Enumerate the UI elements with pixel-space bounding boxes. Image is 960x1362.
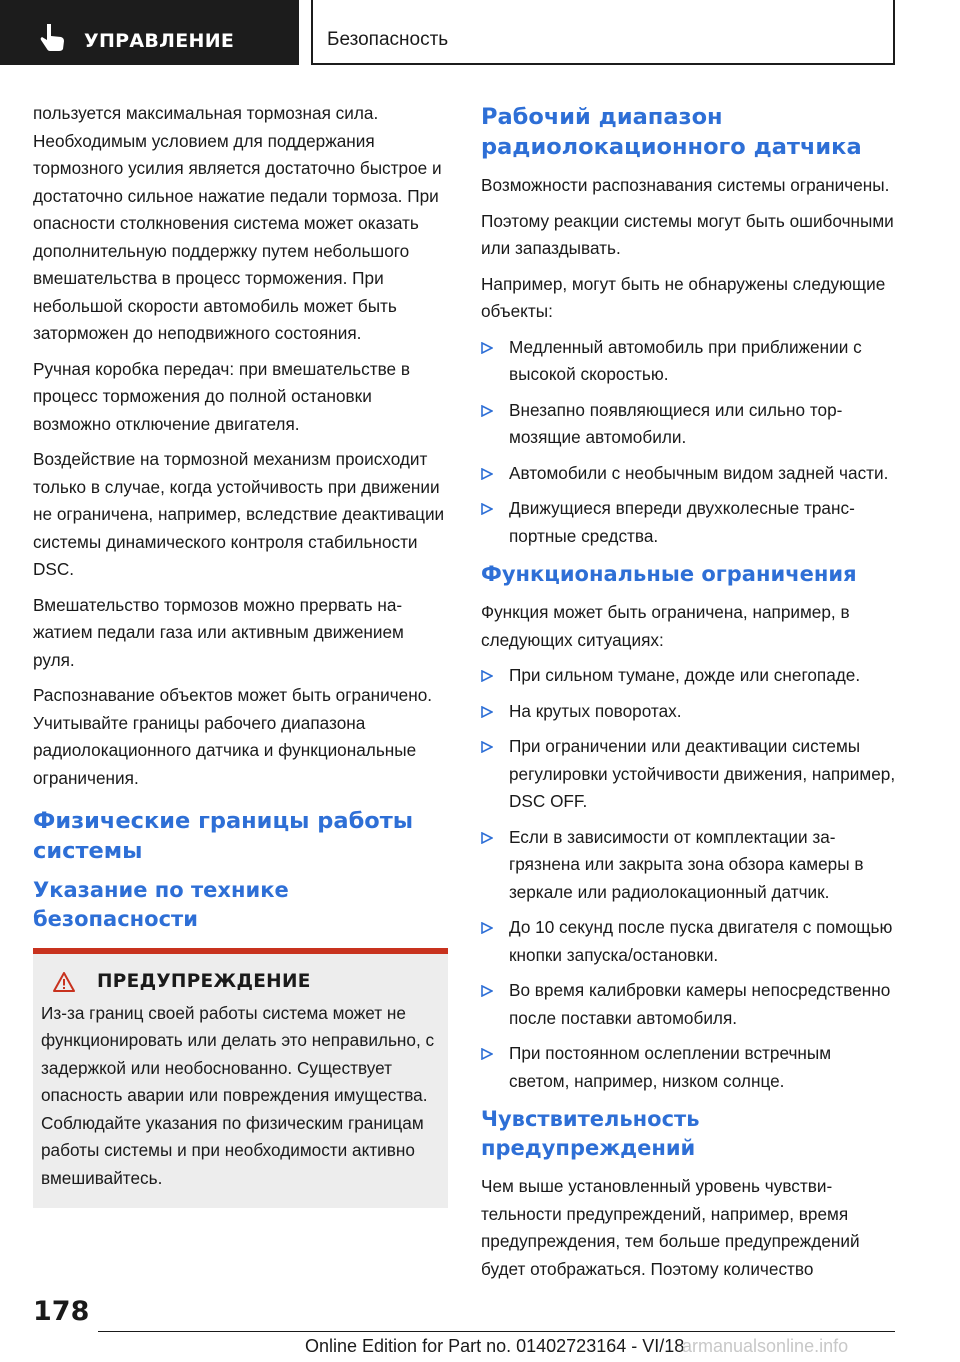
bullet-triangle-icon [481, 1048, 493, 1060]
heading-radar-range: Рабочий диапазон радиолокационного датчика [481, 104, 862, 160]
list-item: Движущиеся впереди двухколесные транспортные средства. [481, 495, 896, 550]
list-item: При постоянном ослеплении встречным светом, например, низком солнце. [481, 1040, 896, 1095]
list-item: Во время калибровки камеры непосредственно после поставки автомобиля. [481, 977, 896, 1032]
undetected-objects-list [481, 334, 896, 551]
paragraph: Например, могут быть не обнаружены следующие объекты: [481, 273, 886, 321]
limitations-list [481, 662, 896, 1095]
list-item: Автомобили с необычным видом задней части. [481, 460, 896, 488]
list-item: Внезапно появляющиеся или сильно тормозящие автомобили. [481, 397, 896, 452]
bullet-triangle-icon [481, 832, 493, 844]
footer-edition: Online Edition for Part no. 01402723164 - VI/18 [305, 1336, 685, 1356]
list-item: При сильном тумане, дожде или снегопаде. [481, 662, 896, 690]
bullet-triangle-icon [481, 741, 493, 753]
paragraph: Функция может быть ограничена, например, в следующих ситуациях: [481, 602, 850, 650]
warning-box [33, 948, 448, 1208]
hand-pointer-icon [38, 22, 66, 52]
bullet-triangle-icon [481, 405, 493, 417]
right-column [481, 100, 896, 1291]
footer-divider [98, 1331, 895, 1332]
heading-warning-sensitivity: Чувствительность предупреждений [481, 1107, 700, 1160]
page-number: 178 [33, 1296, 90, 1327]
heading-safety-note: Указание по технике безопасности [33, 878, 289, 931]
paragraph: Чем выше установленный уровень чувствительности предупреждений, например, время предупреждения, тем больше предупреждений будет отображаться. Поэтому количество [481, 1176, 860, 1279]
footer-watermark: armanualsonline.info [682, 1336, 849, 1356]
list-item: На крутых поворотах. [481, 698, 896, 726]
list-item: Медленный автомобиль при приближении с высокой скоростью. [481, 334, 896, 389]
warning-triangle-icon [53, 972, 75, 992]
paragraph: Вмешательство тормозов можно прервать нажатием педали газа или активным движением руля. [33, 594, 404, 670]
heading-physical-limits: Физические границы работы системы [33, 808, 414, 864]
bullet-triangle-icon [481, 985, 493, 997]
bullet-triangle-icon [481, 706, 493, 718]
paragraph: Поэтому реакции системы могут быть ошибочными или запаздывать. [481, 210, 894, 258]
paragraph: Воздействие на тормозной механизм происходит только в случае, когда устойчивость при движении не ограничена, например, вследствие деактивации системы динамического контроля стабильности DSC. [33, 449, 445, 579]
paragraph: Ручная коробка передач: при вмешательстве в процесс торможения до полной остановки возможно отключение двигателя. [33, 358, 410, 434]
section-title: Безопасность [327, 29, 449, 50]
heading-functional-limits: Функциональные ограничения [481, 562, 857, 586]
chapter-title: УПРАВЛЕНИЕ [84, 30, 235, 52]
bullet-triangle-icon [481, 503, 493, 515]
warning-text: Из-за границ своей работы система может не функционировать или делать это неправильно, с задержкой или необоснованно. Существует опасность аварии или повреждения имущества. Соблюдайте указания по физическим границам работы системы и при необходимости активно вмешивайтесь. [41, 1002, 435, 1188]
paragraph: Распознавание объектов может быть ограничено. Учитывайте границы рабочего диапазона радиолокационного датчика и функциональные ограничения. [33, 685, 433, 788]
list-item: До 10 секунд после пуска двигателя с помощью кнопки запуска/остановки. [481, 914, 896, 969]
list-item: Если в зависимости от комплектации загрязнена или закрыта зона обзора камеры в зеркале или радиолокационный датчик. [481, 824, 896, 907]
bullet-triangle-icon [481, 468, 493, 480]
left-column [33, 100, 448, 1208]
paragraph: пользуется максимальная тормозная сила. Необходимым условием для поддержания тормозного усилия является достаточно быстрое и достаточно сильное нажатие педали тормоза. При опасности столкновения система может оказать дополнительную поддержку путем небольшого вмешательства в процесс торможения. При небольшой скорости автомобиль может быть заторможен до неподвижного состояния. [33, 103, 442, 343]
bullet-triangle-icon [481, 342, 493, 354]
chapter-tab [0, 0, 299, 65]
paragraph: Возможности распознавания системы ограничены. [481, 175, 890, 195]
warning-header [37, 968, 438, 996]
section-header [311, 0, 895, 65]
bullet-triangle-icon [481, 670, 493, 682]
warning-title: ПРЕДУПРЕЖДЕНИЕ [97, 971, 311, 992]
bullet-triangle-icon [481, 922, 493, 934]
list-item: При ограничении или деактивации системы регулировки устойчивости движения, например, DSC OFF. [481, 733, 896, 816]
